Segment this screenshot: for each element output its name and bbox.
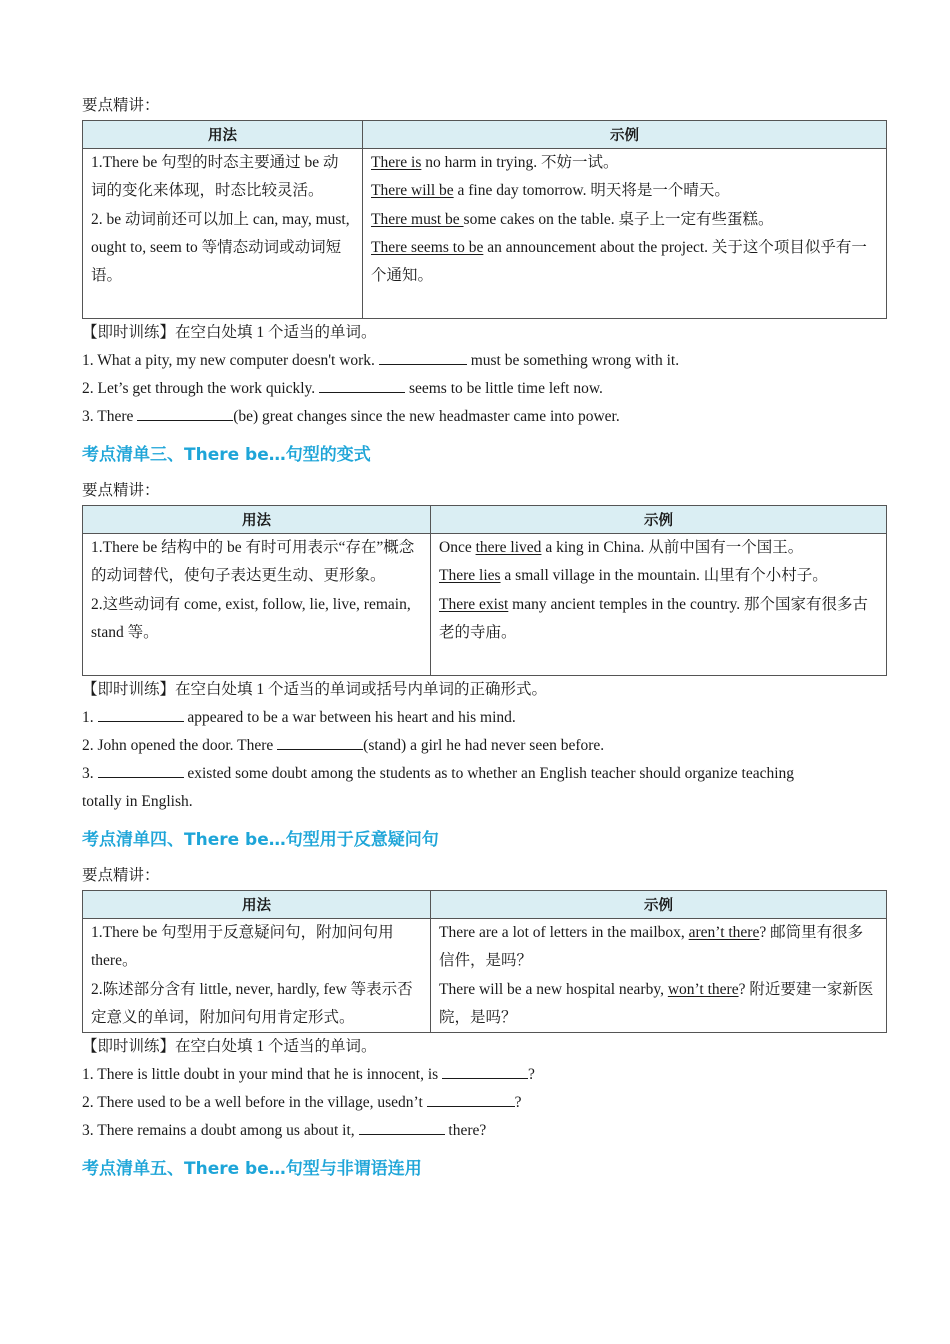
example-line: There must be some cakes on the table. 桌子上一定有些蛋糕。 [371, 210, 774, 228]
example-line: There seems to be an announcement about the project. 关于这个项目似乎有一个通知。 [371, 238, 867, 285]
usage-header: 用法 [83, 506, 431, 534]
usage-table-1 [82, 120, 887, 319]
usage-cell [83, 149, 363, 319]
example-line: There is no harm in trying. 不妨一试。 [371, 154, 619, 171]
practice-item: 1. appeared to be a war between his heart and his mind. [82, 709, 516, 726]
practice-item: 1. What a pity, my new computer doesn't work. must be something wrong with it. [82, 352, 680, 369]
practice-item: 3. There remains a doubt among us about it, there? [82, 1122, 487, 1140]
example-line: There lies a small village in the mountain. 山里有个小村子。 [439, 567, 828, 585]
example-line: There are a lot of letters in the mailbox, aren’t there? 邮筒里有很多信件，是吗？ [439, 924, 864, 970]
usage-table-3 [82, 890, 887, 1033]
practice-item: 1. There is little doubt in your mind that he is innocent, is ? [82, 1066, 535, 1084]
practice-item-continued: totally in English. [82, 793, 193, 810]
answer-blank[interactable] [427, 1092, 515, 1107]
section-heading: 考点清单三、There be…句型的变式 [82, 445, 371, 465]
key-points-label: 要点精讲： [82, 97, 160, 114]
example-line: Once there lived a king in China. 从前中国有一个国王。 [439, 539, 804, 556]
example-header: 示例 [431, 891, 887, 919]
answer-blank[interactable] [137, 406, 233, 421]
answer-blank[interactable] [359, 1120, 445, 1135]
section-heading: 考点清单四、There be…句型用于反意疑问句 [82, 830, 439, 850]
document-page [82, 92, 887, 1191]
practice-title: 【即时训练】在空白处填 1 个适当的单词。 [82, 324, 377, 341]
answer-blank[interactable] [319, 378, 405, 393]
usage-cell [83, 919, 431, 1033]
usage-point: 2.陈述部分含有 little, never, hardly, few 等表示否定意义的单词，附加问句用肯定形式。 [91, 980, 413, 1026]
example-line: There exist many ancient temples in the country. 那个国家有很多古老的寺庙。 [439, 595, 869, 641]
practice-item: 3. existed some doubt among the students as to whether an English teacher should organize teaching [82, 765, 795, 782]
practice-item: 2. Let’s get through the work quickly. seems to be little time left now. [82, 380, 603, 397]
example-cell [363, 149, 887, 319]
example-header: 示例 [363, 121, 887, 149]
example-header: 示例 [431, 506, 887, 534]
example-line: There will be a new hospital nearby, won’t there? 附近要建一家新医院，是吗？ [439, 980, 874, 1026]
section-heading: 考点清单五、There be…句型与非谓语连用 [82, 1159, 422, 1180]
practice-title: 【即时训练】在空白处填 1 个适当的单词或括号内单词的正确形式。 [82, 681, 548, 698]
answer-blank[interactable] [98, 763, 184, 778]
practice-item: 2. There used to be a well before in the village, usedn’t ? [82, 1094, 522, 1112]
usage-point: 1.There be 句型的时态主要通过 be 动词的变化来体现，时态比较灵活。 [91, 154, 339, 200]
practice-item: 2. John opened the door. There (stand) a girl he had never seen before. [82, 737, 605, 754]
usage-point: 1.There be 句型用于反意疑问句，附加问句用 there。 [91, 924, 394, 970]
usage-point: 2.这些动词有 come, exist, follow, lie, live, remain, stand 等。 [91, 595, 411, 641]
example-cell [431, 919, 887, 1033]
usage-cell [83, 534, 431, 676]
key-points-label: 要点精讲： [82, 482, 160, 499]
practice-item: 3. There (be) great changes since the new headmaster came into power. [82, 408, 620, 425]
usage-header: 用法 [83, 891, 431, 919]
answer-blank[interactable] [277, 735, 363, 750]
example-cell [431, 534, 887, 676]
key-points-label: 要点精讲： [82, 867, 160, 884]
answer-blank[interactable] [442, 1064, 528, 1079]
usage-header: 用法 [83, 121, 363, 149]
usage-point: 1.There be 结构中的 be 有时可用表示“存在”概念的动词替代，使句子表达更生动、更形象。 [91, 539, 415, 585]
answer-blank[interactable] [379, 350, 467, 365]
practice-title: 【即时训练】在空白处填 1 个适当的单词。 [82, 1038, 377, 1056]
usage-table-2 [82, 505, 887, 676]
answer-blank[interactable] [98, 707, 184, 722]
example-line: There will be a fine day tomorrow. 明天将是一个晴天。 [371, 182, 730, 200]
usage-point: 2. be 动词前还可以加上 can, may, must, ought to, seem to 等情态动词或动词短语。 [91, 210, 350, 285]
